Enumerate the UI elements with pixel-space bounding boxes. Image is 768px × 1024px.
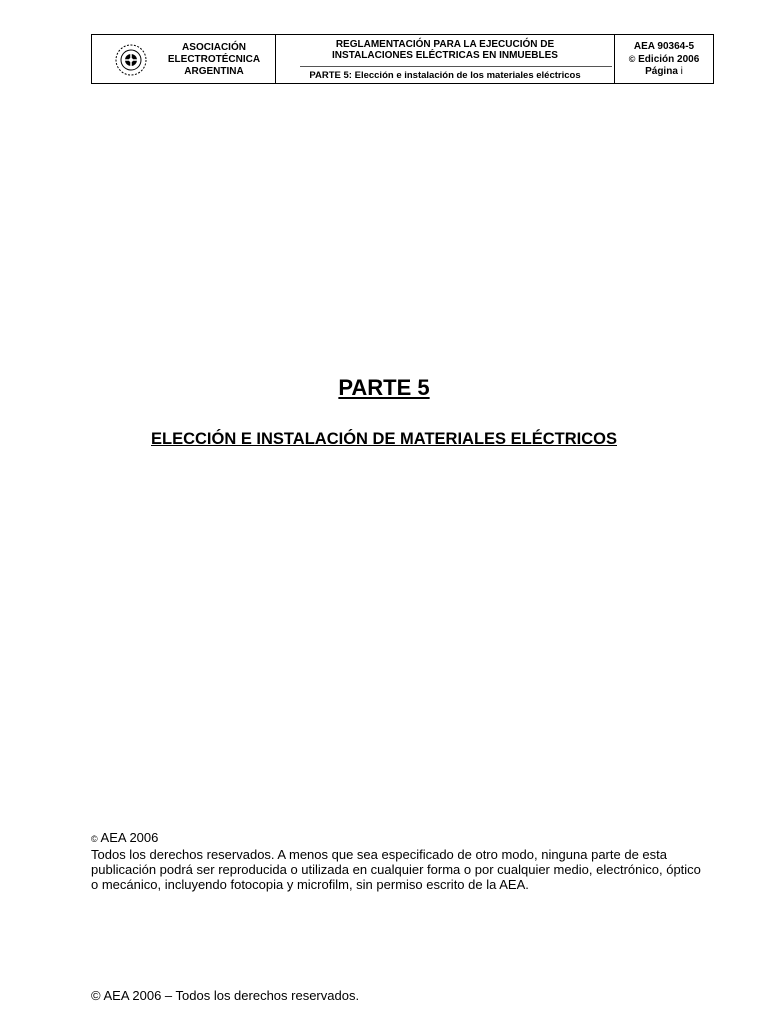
copyright-year-line bbox=[91, 830, 711, 847]
edition: Edición 2006 bbox=[638, 54, 700, 65]
header-title-cell bbox=[276, 35, 615, 83]
part-heading: PARTE 5 bbox=[338, 375, 430, 400]
copyright-mark: © bbox=[628, 54, 636, 64]
copyright-year: AEA 2006 bbox=[100, 830, 159, 845]
copyright-mark: © bbox=[91, 834, 98, 844]
header-code-cell bbox=[615, 35, 713, 83]
page-header bbox=[91, 34, 714, 84]
aea-logo-icon bbox=[114, 43, 148, 77]
org-name bbox=[154, 42, 274, 78]
document-code-block bbox=[615, 41, 713, 78]
page-label: Página bbox=[645, 66, 678, 77]
page-line bbox=[615, 66, 713, 78]
page-number: i bbox=[680, 66, 683, 77]
part-subtitle: PARTE 5: Elección e instalación de los materiales eléctricos bbox=[309, 70, 581, 81]
org-line-2: ELECTROTÉCNICA bbox=[167, 54, 261, 65]
edition-line bbox=[615, 53, 713, 66]
regulation-title-line-1: REGLAMENTACIÓN PARA LA EJECUCIÓN DE bbox=[335, 39, 555, 50]
copyright-body: Todos los derechos reservados. A menos que sea especificado de otro modo, ninguna parte de esta publicación podrá ser reproducida o utilizada en cualquier forma o por cualquier medio, electrónico, óptico o mecánico, incluyendo fotocopia y microfilm, sin permiso escrito de la AEA. bbox=[91, 847, 701, 892]
org-line-3: ARGENTINA bbox=[184, 66, 244, 77]
header-divider bbox=[300, 66, 612, 67]
part-title: ELECCIÓN E INSTALACIÓN DE MATERIALES ELÉCTRICOS bbox=[151, 430, 617, 448]
regulation-title bbox=[276, 39, 614, 61]
header-org-cell bbox=[92, 35, 276, 83]
regulation-title-line-2: INSTALACIONES ELÉCTRICAS EN INMUEBLES bbox=[332, 50, 558, 61]
document-code: AEA 90364-5 bbox=[633, 41, 695, 52]
org-line-1: ASOCIACIÓN bbox=[182, 42, 246, 53]
copyright-notice bbox=[91, 830, 711, 892]
page-footer: © AEA 2006 – Todos los derechos reservados. bbox=[91, 988, 360, 1003]
